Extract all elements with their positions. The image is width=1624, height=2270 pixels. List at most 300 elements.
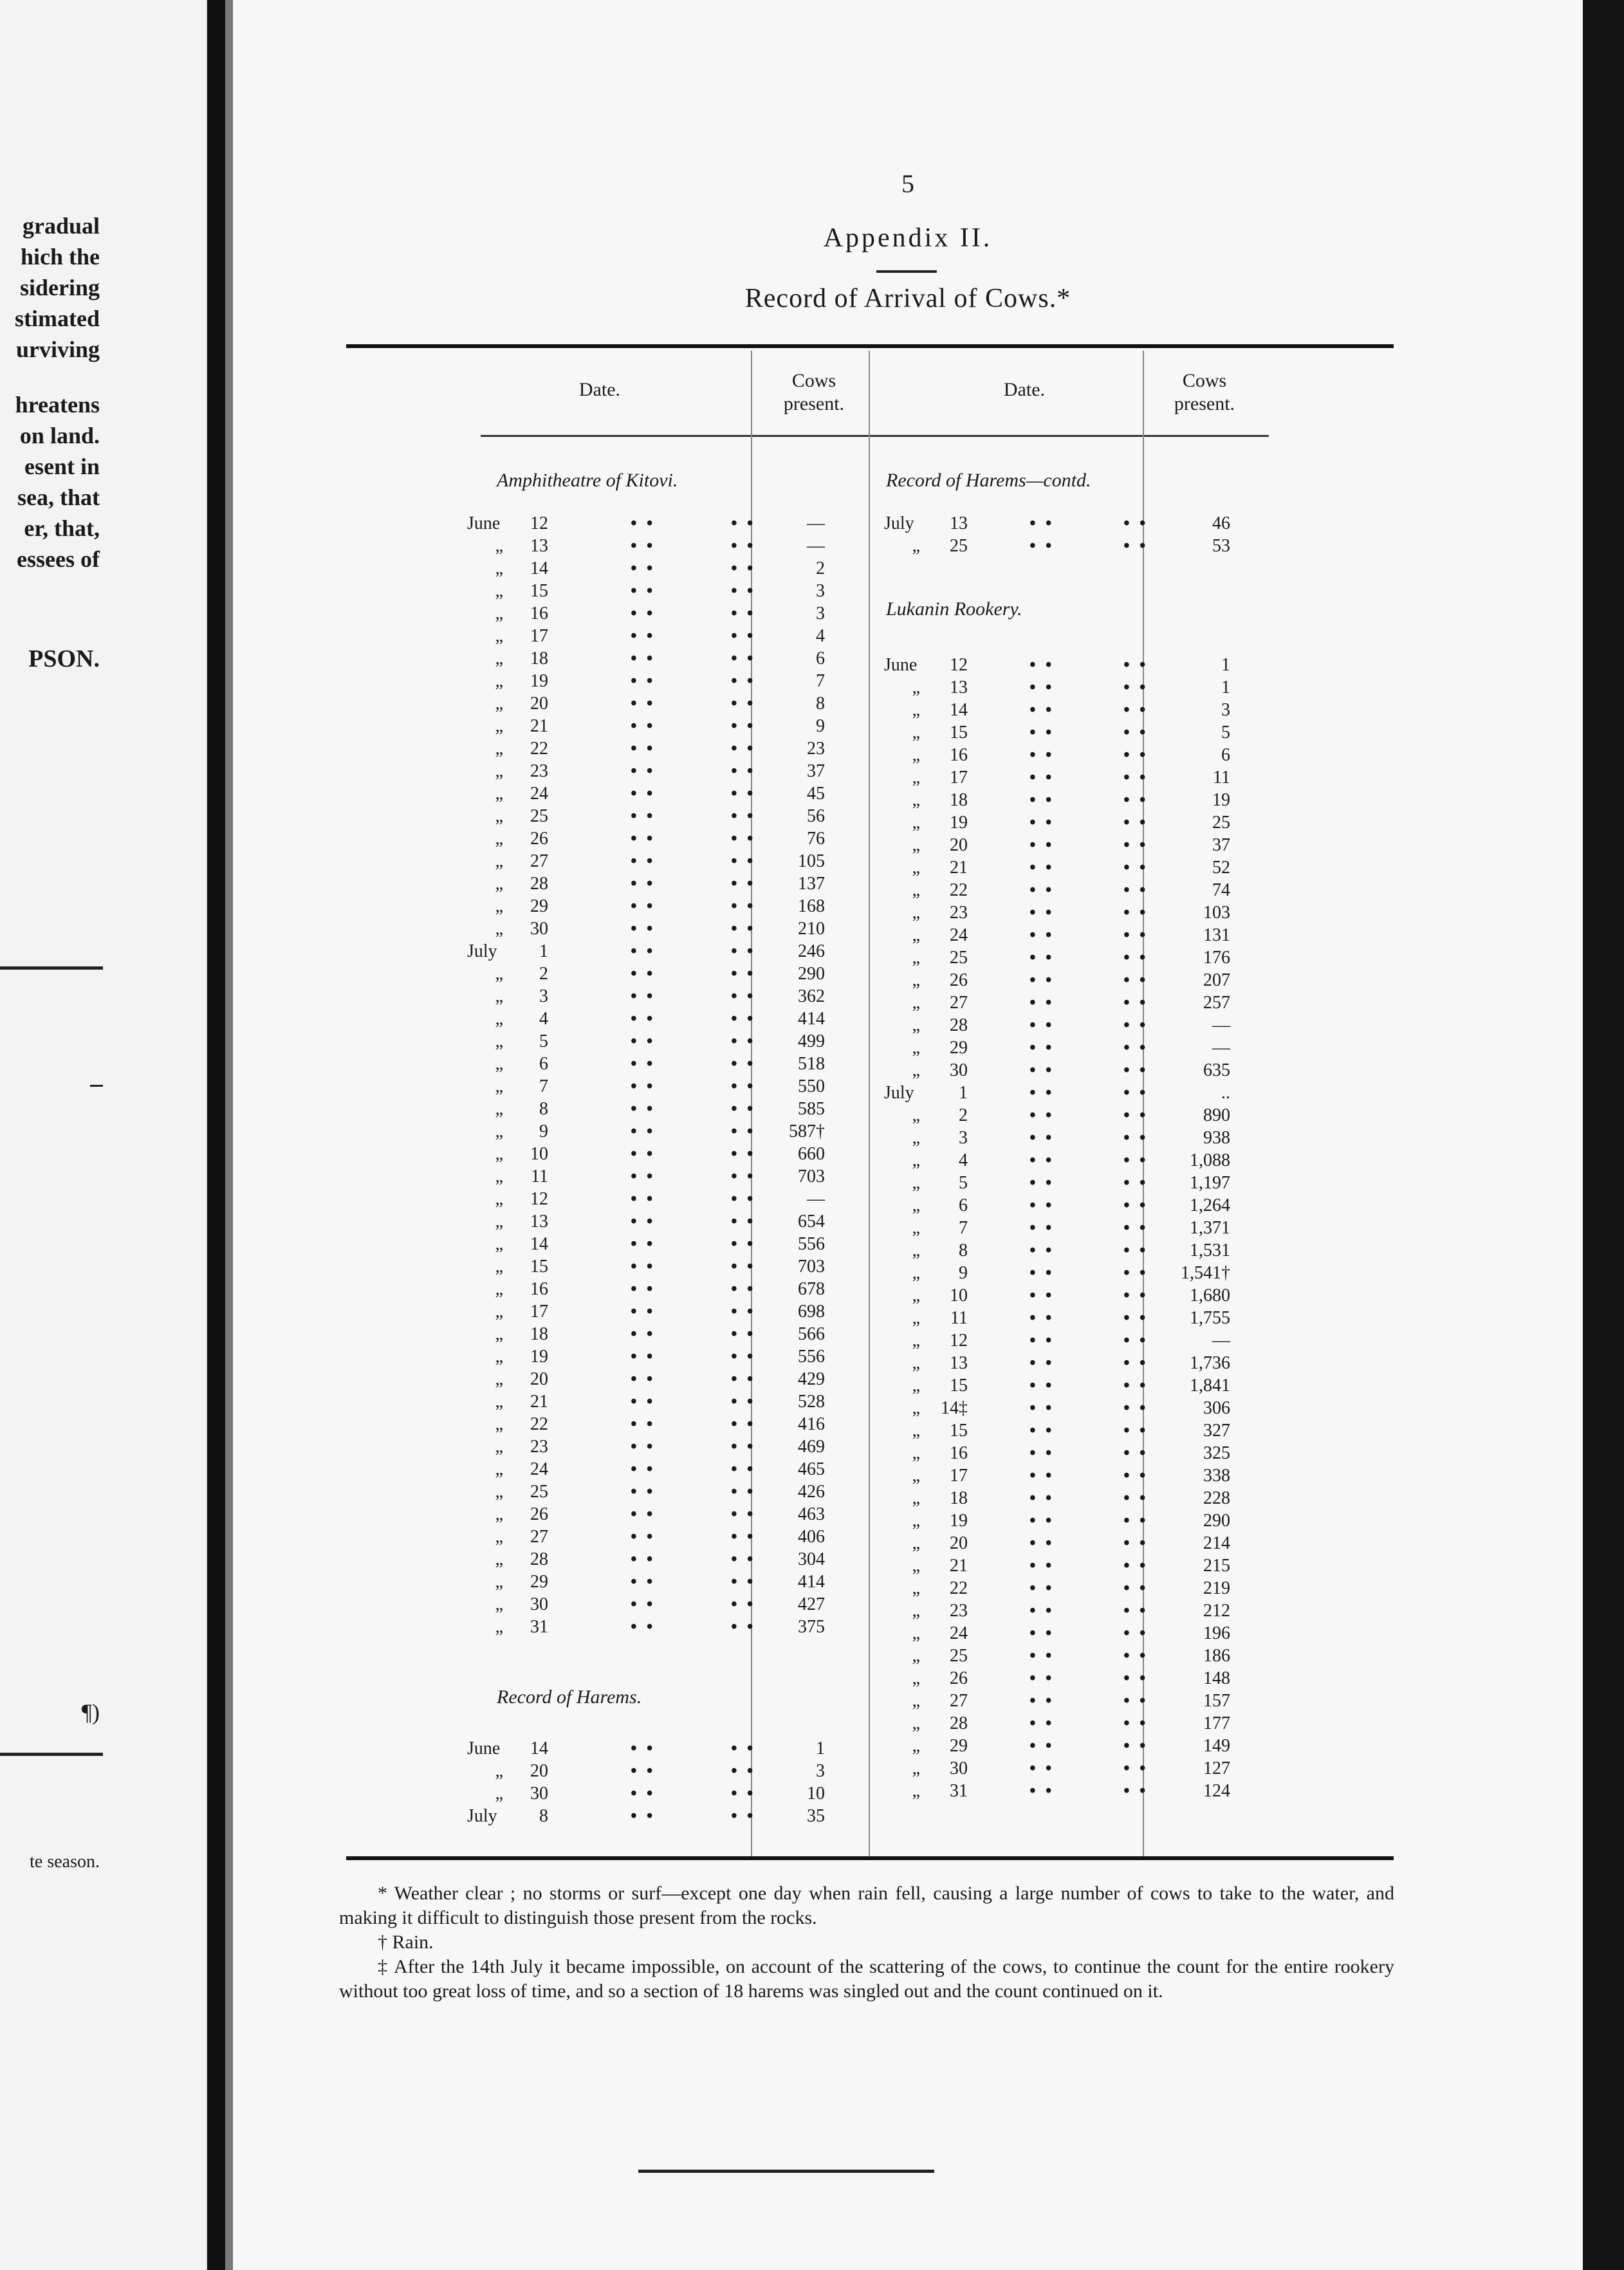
row-month: „ — [912, 1601, 920, 1621]
row-month: „ — [495, 874, 503, 894]
leader-dots: • • — [1029, 1218, 1055, 1238]
leader-dots: • • — [1029, 1421, 1055, 1441]
leader-dots: • • — [631, 604, 656, 623]
row-month: „ — [912, 1646, 920, 1666]
leader-dots: • • — [631, 1414, 656, 1434]
leader-dots: • • — [631, 1784, 656, 1804]
row-month: „ — [495, 671, 503, 691]
row-month: „ — [495, 1594, 503, 1614]
row-month: „ — [495, 1572, 503, 1592]
row-month: „ — [495, 784, 503, 804]
leader-dots: • • — [631, 536, 656, 556]
row-month: „ — [495, 919, 503, 939]
row-cows-present: 37 — [807, 761, 825, 781]
row-cows-present: 362 — [798, 986, 825, 1006]
table-row — [233, 1149, 1583, 1172]
leader-dots: • • — [1029, 536, 1055, 556]
row-cows-present: 1 — [1221, 655, 1230, 675]
leader-dots: • • — [631, 1189, 656, 1209]
leader-dots: • • — [631, 851, 656, 871]
leader-dots: • • — [1029, 1308, 1055, 1328]
facing-page-rule — [0, 966, 103, 970]
table-row — [233, 969, 1583, 992]
scan-edge — [1583, 0, 1624, 2270]
leader-dots: • • — [731, 829, 756, 849]
leader-dots: • • — [631, 874, 656, 894]
row-day: 24 — [530, 1459, 548, 1479]
table-row — [233, 1805, 1583, 1827]
row-cows-present: 1,736 — [1190, 1353, 1230, 1373]
leader-dots: • • — [731, 1189, 756, 1209]
leader-dots: • • — [1029, 813, 1055, 833]
row-day: 10 — [950, 1286, 968, 1306]
row-month: „ — [912, 880, 920, 900]
row-cows-present: 177 — [1203, 1713, 1230, 1733]
row-cows-present: 2 — [816, 558, 825, 578]
header-rule — [754, 435, 876, 437]
row-day: 28 — [530, 874, 548, 894]
row-month: „ — [912, 1150, 920, 1170]
row-month: „ — [495, 1324, 503, 1344]
row-month: „ — [495, 558, 503, 578]
row-month: „ — [495, 1189, 503, 1209]
leader-dots: • • — [731, 1459, 756, 1479]
row-day: 12 — [950, 1331, 968, 1351]
table-row — [233, 676, 1583, 699]
leader-dots: • • — [1029, 1691, 1055, 1711]
leader-dots: • • — [1123, 1308, 1149, 1328]
table-row — [233, 879, 1583, 901]
row-cows-present: 698 — [798, 1302, 825, 1322]
leader-dots: • • — [631, 1302, 656, 1322]
leader-dots: • • — [631, 1054, 656, 1074]
row-cows-present: 53 — [1212, 536, 1230, 556]
section-title: Record of Harems. — [497, 1686, 642, 1708]
row-cows-present: 327 — [1203, 1421, 1230, 1441]
row-month: „ — [495, 649, 503, 669]
leader-dots: • • — [1029, 948, 1055, 968]
row-month: „ — [495, 1144, 503, 1164]
leader-dots: • • — [1029, 1331, 1055, 1351]
row-day: 10 — [530, 1144, 548, 1164]
row-cows-present: 429 — [798, 1369, 825, 1389]
row-month: „ — [495, 536, 503, 556]
row-day: 27 — [950, 993, 968, 1013]
leader-dots: • • — [731, 739, 756, 759]
row-cows-present: 46 — [1212, 513, 1230, 533]
row-cows-present: 465 — [798, 1459, 825, 1479]
row-day: 13 — [950, 1353, 968, 1373]
row-day: 20 — [530, 1369, 548, 1389]
leader-dots: • • — [631, 806, 656, 826]
row-month: „ — [495, 1054, 503, 1074]
leader-dots: • • — [731, 694, 756, 714]
row-month: „ — [912, 1398, 920, 1418]
leader-dots: • • — [1123, 1488, 1149, 1508]
leader-dots: • • — [1029, 1353, 1055, 1373]
row-month: „ — [495, 1369, 503, 1389]
row-month: „ — [495, 581, 503, 601]
facing-page-rule — [90, 1085, 103, 1087]
row-day: 23 — [950, 903, 968, 923]
row-month: „ — [495, 1347, 503, 1367]
table-row — [233, 1442, 1583, 1464]
leader-dots: • • — [1123, 768, 1149, 788]
leader-dots: • • — [631, 1234, 656, 1254]
row-month: „ — [495, 1504, 503, 1524]
table-row — [233, 1239, 1583, 1262]
row-month: „ — [912, 1038, 920, 1058]
leader-dots: • • — [1029, 1286, 1055, 1306]
leader-dots: • • — [731, 851, 756, 871]
row-month: „ — [495, 1437, 503, 1457]
row-month: „ — [495, 1302, 503, 1322]
row-cows-present: 1,541† — [1181, 1263, 1230, 1283]
row-cows-present: 207 — [1203, 970, 1230, 990]
table-row — [233, 1735, 1583, 1757]
row-month: „ — [912, 1556, 920, 1576]
leader-dots: • • — [1123, 1128, 1149, 1148]
row-month: „ — [495, 1167, 503, 1186]
leader-dots: • • — [731, 1144, 756, 1164]
facing-page-text: hich the — [20, 244, 100, 270]
row-cows-present: 212 — [1203, 1601, 1230, 1621]
leader-dots: • • — [1029, 1556, 1055, 1576]
leader-dots: • • — [1123, 655, 1149, 675]
leader-dots: • • — [1029, 768, 1055, 788]
table-row — [233, 1352, 1583, 1374]
row-cows-present: 1 — [816, 1739, 825, 1758]
row-day: 3 — [539, 986, 548, 1006]
row-cows-present: 23 — [807, 739, 825, 759]
row-day: 20 — [950, 1533, 968, 1553]
row-day: 20 — [950, 835, 968, 855]
row-day: 18 — [950, 790, 968, 810]
row-day: 23 — [530, 1437, 548, 1457]
leader-dots: • • — [631, 1459, 656, 1479]
leader-dots: • • — [1123, 1195, 1149, 1215]
leader-dots: • • — [1123, 1758, 1149, 1778]
table-row — [233, 789, 1583, 811]
row-day: 24 — [950, 1623, 968, 1643]
row-cows-present: 304 — [798, 1549, 825, 1569]
row-month: „ — [912, 948, 920, 968]
row-cows-present: 8 — [816, 694, 825, 714]
leader-dots: • • — [631, 1369, 656, 1389]
row-cows-present: 56 — [807, 806, 825, 826]
facing-page-text: ¶) — [81, 1699, 100, 1725]
header-rule — [1140, 435, 1269, 437]
leader-dots: • • — [1029, 1083, 1055, 1103]
row-day: 14 — [530, 558, 548, 578]
row-month: „ — [912, 1376, 920, 1396]
row-day: 16 — [950, 1443, 968, 1463]
leader-dots: • • — [1123, 1668, 1149, 1688]
facing-page-text: sidering — [19, 275, 100, 300]
table-row — [233, 1307, 1583, 1329]
leader-dots: • • — [731, 784, 756, 804]
section-title: Amphitheatre of Kitovi. — [497, 470, 678, 491]
row-day: 21 — [530, 716, 548, 736]
row-day: 6 — [539, 1054, 548, 1074]
row-day: 25 — [530, 1482, 548, 1502]
row-day: 22 — [530, 1414, 548, 1434]
leader-dots: • • — [1029, 723, 1055, 743]
row-month: „ — [912, 858, 920, 878]
row-cows-present: 219 — [1203, 1578, 1230, 1598]
leader-dots: • • — [1029, 745, 1055, 765]
table-row — [233, 654, 1583, 676]
leader-dots: • • — [1029, 993, 1055, 1013]
page-number: 5 — [901, 169, 914, 198]
row-day: 19 — [530, 671, 548, 691]
row-day: 30 — [950, 1758, 968, 1778]
facing-page-text: urviving — [15, 337, 100, 362]
leader-dots: • • — [1123, 1263, 1149, 1283]
row-month: „ — [495, 761, 503, 781]
leader-dots: • • — [1029, 1015, 1055, 1035]
leader-dots: • • — [631, 649, 656, 669]
leader-dots: • • — [1123, 1173, 1149, 1193]
row-month: „ — [912, 1128, 920, 1148]
row-cows-present: 11 — [1213, 768, 1230, 788]
row-day: 17 — [530, 1302, 548, 1322]
table-row — [233, 1555, 1583, 1577]
row-month: „ — [495, 964, 503, 984]
leader-dots: • • — [1123, 1691, 1149, 1711]
leader-dots: • • — [631, 1594, 656, 1614]
row-day: 15 — [950, 1421, 968, 1441]
row-month: „ — [495, 1549, 503, 1569]
table-row — [233, 766, 1583, 789]
row-day: 19 — [530, 1347, 548, 1367]
table-row — [233, 1419, 1583, 1442]
row-cows-present: 1,841 — [1190, 1376, 1230, 1396]
leader-dots: • • — [1029, 1173, 1055, 1193]
table-row — [233, 1509, 1583, 1532]
leader-dots: • • — [1029, 1713, 1055, 1733]
table-bottom-rule — [346, 1856, 1394, 1860]
row-day: 14 — [950, 700, 968, 720]
row-month: „ — [495, 1414, 503, 1434]
row-day: 8 — [539, 1806, 548, 1826]
row-day: 17 — [950, 1466, 968, 1486]
row-day: 6 — [959, 1195, 968, 1215]
book-gutter-edge — [225, 0, 233, 2270]
leader-dots: • • — [631, 941, 656, 961]
row-cows-present: 157 — [1203, 1691, 1230, 1711]
leader-dots: • • — [731, 761, 756, 781]
leader-dots: • • — [731, 626, 756, 646]
table-row — [233, 1600, 1583, 1622]
row-day: 29 — [950, 1736, 968, 1756]
row-day: 30 — [950, 1060, 968, 1080]
row-month: „ — [495, 1482, 503, 1502]
header-rule — [876, 435, 1140, 437]
row-month: „ — [912, 925, 920, 945]
leader-dots: • • — [731, 1324, 756, 1344]
leader-dots: • • — [1029, 1623, 1055, 1643]
row-cows-present: 528 — [798, 1392, 825, 1412]
row-month: July — [467, 941, 497, 961]
row-month: „ — [495, 1257, 503, 1277]
row-cows-present: — — [1212, 1038, 1230, 1058]
row-day: 16 — [530, 1279, 548, 1299]
facing-page-text: gradual — [22, 213, 100, 239]
leader-dots: • • — [631, 716, 656, 736]
row-cows-present: 228 — [1203, 1488, 1230, 1508]
leader-dots: • • — [1123, 1105, 1149, 1125]
row-cows-present: 556 — [798, 1347, 825, 1367]
row-month: „ — [912, 1578, 920, 1598]
row-cows-present: 406 — [798, 1527, 825, 1547]
row-month: „ — [912, 700, 920, 720]
leader-dots: • • — [1029, 1466, 1055, 1486]
table-row — [233, 1217, 1583, 1239]
row-cows-present: 176 — [1203, 948, 1230, 968]
row-cows-present: 210 — [798, 919, 825, 939]
leader-dots: • • — [1123, 1781, 1149, 1801]
row-month: „ — [912, 1263, 920, 1283]
table-row — [233, 1082, 1583, 1104]
row-cows-present: 19 — [1212, 790, 1230, 810]
table-row — [233, 834, 1583, 856]
leader-dots: • • — [731, 1167, 756, 1186]
row-month: „ — [495, 1459, 503, 1479]
row-day: 22 — [530, 739, 548, 759]
row-day: 14 — [530, 1234, 548, 1254]
facing-page-text: hreatens — [15, 392, 100, 418]
book-gutter — [207, 0, 225, 2270]
leader-dots: • • — [631, 829, 656, 849]
table-top-rule — [346, 344, 1394, 348]
leader-dots: • • — [1123, 1556, 1149, 1576]
leader-dots: • • — [1029, 1578, 1055, 1598]
row-day: 15 — [530, 1257, 548, 1277]
row-month: „ — [912, 723, 920, 743]
leader-dots: • • — [1029, 1601, 1055, 1621]
row-day: 28 — [950, 1713, 968, 1733]
row-month: „ — [912, 1691, 920, 1711]
leader-dots: • • — [1123, 1421, 1149, 1441]
leader-dots: • • — [731, 1527, 756, 1547]
leader-dots: • • — [731, 1212, 756, 1232]
leader-dots: • • — [1029, 1376, 1055, 1396]
row-day: 11 — [950, 1308, 968, 1328]
row-month: „ — [495, 1392, 503, 1412]
leader-dots: • • — [1029, 1758, 1055, 1778]
row-day: 16 — [530, 604, 548, 623]
row-cows-present: 35 — [807, 1806, 825, 1826]
leader-dots: • • — [731, 1414, 756, 1434]
table-row — [233, 512, 1583, 535]
row-month: „ — [912, 1758, 920, 1778]
table-row — [233, 1622, 1583, 1645]
row-day: 21 — [950, 1556, 968, 1576]
leader-dots: • • — [731, 1009, 756, 1029]
row-day: 19 — [950, 1511, 968, 1531]
leader-dots: • • — [631, 1121, 656, 1141]
leader-dots: • • — [1029, 1038, 1055, 1058]
row-day: 29 — [530, 896, 548, 916]
row-day: 4 — [539, 1009, 548, 1029]
row-day: 26 — [530, 1504, 548, 1524]
row-cows-present: 52 — [1212, 858, 1230, 878]
row-cows-present: 703 — [798, 1167, 825, 1186]
leader-dots: • • — [631, 1009, 656, 1029]
leader-dots: • • — [731, 1572, 756, 1592]
row-month: „ — [912, 1195, 920, 1215]
leader-dots: • • — [1123, 790, 1149, 810]
row-cows-present: 3 — [816, 1761, 825, 1781]
row-cows-present: 290 — [1203, 1511, 1230, 1531]
row-cows-present: 416 — [798, 1414, 825, 1434]
leader-dots: • • — [1123, 858, 1149, 878]
leader-dots: • • — [1123, 835, 1149, 855]
row-month: „ — [495, 1031, 503, 1051]
row-month: „ — [912, 1286, 920, 1306]
row-month: „ — [495, 1234, 503, 1254]
leader-dots: • • — [1029, 790, 1055, 810]
leader-dots: • • — [631, 1437, 656, 1457]
row-day: 7 — [539, 1076, 548, 1096]
row-month: „ — [495, 1212, 503, 1232]
leader-dots: • • — [1029, 970, 1055, 990]
row-day: 21 — [950, 858, 968, 878]
row-month: „ — [912, 970, 920, 990]
leader-dots: • • — [631, 1144, 656, 1164]
row-cows-present: 938 — [1203, 1128, 1230, 1148]
header-rule — [481, 435, 754, 437]
row-cows-present: 3 — [816, 581, 825, 601]
leader-dots: • • — [631, 1617, 656, 1637]
leader-dots: • • — [1123, 1331, 1149, 1351]
row-month: June — [467, 1739, 501, 1758]
leader-dots: • • — [1029, 655, 1055, 675]
leader-dots: • • — [731, 986, 756, 1006]
leader-dots: • • — [731, 941, 756, 961]
facing-page-signature: PSON. — [28, 645, 100, 672]
leader-dots: • • — [731, 604, 756, 623]
row-day: 19 — [950, 813, 968, 833]
leader-dots: • • — [731, 1617, 756, 1637]
row-day: 26 — [950, 970, 968, 990]
row-day: 26 — [530, 829, 548, 849]
row-cows-present: 45 — [807, 784, 825, 804]
cows-header-line2: present. — [783, 393, 845, 414]
row-month: „ — [495, 1076, 503, 1096]
row-month: „ — [912, 1331, 920, 1351]
leader-dots: • • — [631, 1099, 656, 1119]
row-month: „ — [912, 678, 920, 697]
row-cows-present: 10 — [807, 1784, 825, 1804]
row-month: „ — [912, 1173, 920, 1193]
row-month: „ — [495, 1527, 503, 1547]
leader-dots: • • — [1029, 1736, 1055, 1756]
row-cows-present: 4 — [816, 626, 825, 646]
row-day: 15 — [950, 723, 968, 743]
row-day: 9 — [959, 1263, 968, 1283]
leader-dots: • • — [1029, 1150, 1055, 1170]
leader-dots: • • — [731, 1482, 756, 1502]
table-row — [233, 811, 1583, 834]
facing-page-text: er, that, — [24, 515, 100, 541]
table-row — [233, 946, 1583, 969]
leader-dots: • • — [1123, 513, 1149, 533]
footnote-after: ‡ After the 14th July it became impossible, on account of the scattering of the cows, to continue the count for the entire rookery without too great loss of time, and so a section of 18 harems was singled out and the count continued on it. — [339, 1956, 1394, 2002]
row-month: July — [884, 513, 914, 533]
row-cows-present: 168 — [798, 896, 825, 916]
